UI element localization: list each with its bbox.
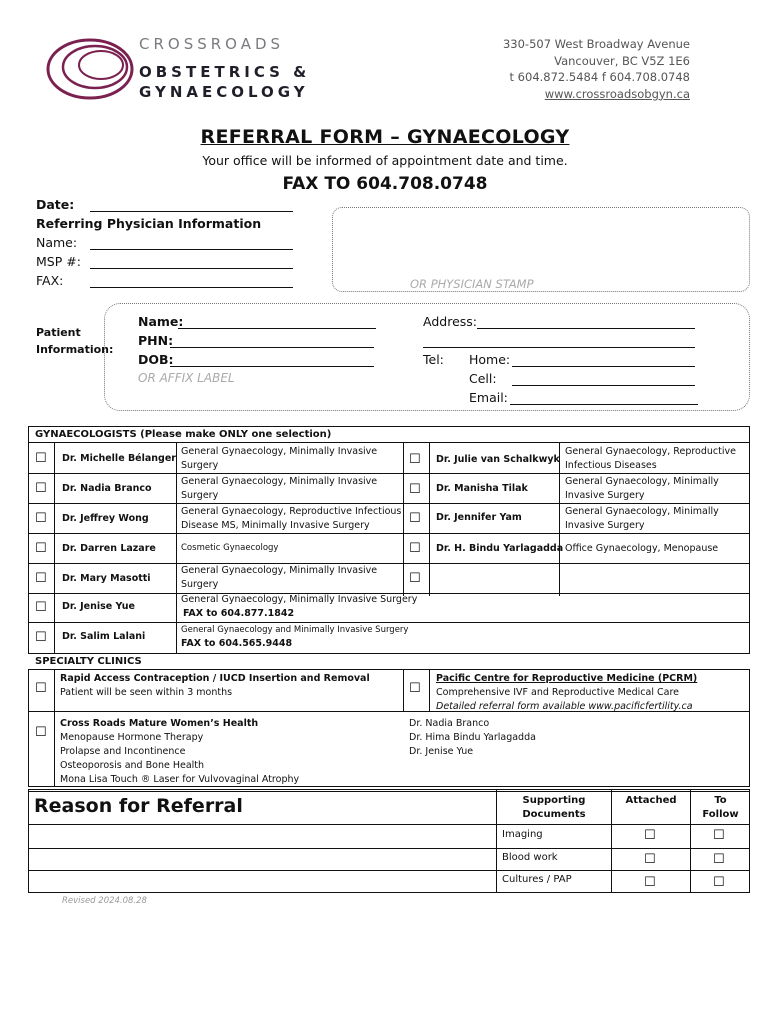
patient-name-field[interactable] xyxy=(178,328,376,329)
doctor-name: Dr. Michelle Bélanger xyxy=(62,453,176,464)
checkbox-belanger[interactable]: ☐ xyxy=(35,451,47,466)
dob-label: DOB: xyxy=(138,352,174,367)
doctor-name: Dr. Jenise Yue xyxy=(62,601,135,612)
address-phones: t 604.872.5484 f 604.708.0748 xyxy=(509,70,690,84)
grid-line xyxy=(28,533,750,534)
checkbox-yue[interactable]: ☐ xyxy=(35,600,47,615)
patient-name-label: Name: xyxy=(138,314,184,329)
doctor-name: Dr. Salim Lalani xyxy=(62,631,146,642)
rac-title: Rapid Access Contraception / IUCD Insertion and Removal xyxy=(60,673,370,684)
doctor-name: Dr. Darren Lazare xyxy=(62,543,156,554)
tel-label: Tel: xyxy=(423,352,444,367)
form-subtitle: Your office will be informed of appointment date and time. xyxy=(202,153,568,168)
physician-fax-label: FAX: xyxy=(36,273,64,288)
checkbox-bindu-yarlagadda[interactable]: ☐ xyxy=(409,541,421,556)
checkbox-wong[interactable]: ☐ xyxy=(35,511,47,526)
gyn-header-divider xyxy=(28,442,750,443)
mature-service-item: Prolapse and Incontinence xyxy=(60,746,186,757)
mature-service-item: Osteoporosis and Bone Health xyxy=(60,760,205,771)
doctor-specialty: General Gynaecology, Minimally Invasive Surgery xyxy=(181,446,378,471)
grid-line xyxy=(28,791,750,792)
doc-blood-work: Blood work xyxy=(502,852,558,863)
reason-title: Reason for Referral xyxy=(34,795,243,817)
doctor-specialty: General Gynaecology, Reproductive Infectious Disease MS, Minimally Invasive Surgery xyxy=(181,506,402,531)
doctor-name: Dr. Manisha Tilak xyxy=(436,483,528,494)
gynaecologists-header: GYNAECOLOGISTS (Please make ONLY one selection) xyxy=(35,429,332,440)
attached-header: Attached xyxy=(625,795,677,806)
physician-stamp-box[interactable] xyxy=(332,207,750,292)
pcrm-title: Pacific Centre for Reproductive Medicine (PCRM) xyxy=(436,673,698,684)
mature-service-item: Menopause Hormone Therapy xyxy=(60,732,204,743)
email-label: Email: xyxy=(469,390,508,405)
logo-rings-icon xyxy=(45,34,135,104)
mature-doctor: Dr. Hima Bindu Yarlagadda xyxy=(409,732,536,743)
phn-label: PHN: xyxy=(138,333,174,348)
checkbox-imaging-follow[interactable]: ☐ xyxy=(713,828,725,843)
grid-line xyxy=(429,669,430,711)
checkbox-imaging-attached[interactable]: ☐ xyxy=(644,828,656,843)
specialty-header: SPECIALTY CLINICS xyxy=(35,656,142,667)
fax-number: FAX TO 604.708.0748 xyxy=(282,174,488,194)
physician-name-label: Name: xyxy=(36,235,78,250)
mature-doctors xyxy=(409,717,536,759)
physician-section-label: Referring Physician Information xyxy=(36,216,262,231)
checkbox-pcrm[interactable]: ☐ xyxy=(409,681,421,696)
cell-phone-field[interactable] xyxy=(512,385,695,386)
doctor-specialty: General Gynaecology, Minimally Invasive Surgery xyxy=(181,565,378,590)
cell-label: Cell: xyxy=(469,371,497,386)
checkbox-tilak[interactable]: ☐ xyxy=(409,482,421,497)
doctor-name: Dr. Nadia Branco xyxy=(62,483,152,494)
affix-label-hint: OR AFFIX LABEL xyxy=(138,371,235,385)
phn-field[interactable] xyxy=(170,347,374,348)
revised-date: Revised 2024.08.28 xyxy=(62,896,147,906)
physician-fax-field[interactable] xyxy=(90,287,293,288)
doctor-specialty: General Gynaecology, Minimally Invasive Surgery xyxy=(565,476,719,501)
checkbox-lalani[interactable]: ☐ xyxy=(35,630,47,645)
checkbox-rapid-access[interactable]: ☐ xyxy=(35,681,47,696)
address-city: Vancouver, BC V5Z 1E6 xyxy=(554,53,690,68)
grid-line xyxy=(403,669,404,711)
logo-line-2: OBSTETRICS & xyxy=(139,63,311,81)
checkbox-empty[interactable]: ☐ xyxy=(409,571,421,586)
doctor-specialty: General Gynaecology, Minimally Invasive Surgery xyxy=(565,506,719,531)
rac-note: Patient will be seen within 3 months xyxy=(60,687,233,698)
website-link[interactable]: www.crossroadsobgyn.ca xyxy=(544,86,690,101)
logo-line-1: CROSSROADS xyxy=(139,35,285,53)
home-label: Home: xyxy=(469,352,511,367)
checkbox-masotti[interactable]: ☐ xyxy=(35,571,47,586)
doc-cultures: Cultures / PAP xyxy=(502,874,572,885)
doctor-name: Dr. Julie van Schalkwyk xyxy=(436,454,560,465)
address-street: 330-507 West Broadway Avenue xyxy=(502,37,690,51)
address-label: Address: xyxy=(423,314,477,329)
checkbox-bloodwork-attached[interactable]: ☐ xyxy=(644,852,656,867)
mature-doctor: Dr. Jenise Yue xyxy=(409,746,474,757)
checkbox-branco[interactable]: ☐ xyxy=(35,481,47,496)
checkbox-cultures-follow[interactable]: ☐ xyxy=(713,875,725,890)
doc-imaging: Imaging xyxy=(502,829,543,840)
grid-line xyxy=(403,442,404,596)
date-field[interactable] xyxy=(90,211,293,212)
checkbox-yam[interactable]: ☐ xyxy=(409,511,421,526)
home-phone-field[interactable] xyxy=(512,366,695,367)
checkbox-bloodwork-follow[interactable]: ☐ xyxy=(713,852,725,867)
physician-name-field[interactable] xyxy=(90,249,293,250)
email-field[interactable] xyxy=(510,404,698,405)
checkbox-cultures-attached[interactable]: ☐ xyxy=(644,875,656,890)
msp-field[interactable] xyxy=(90,268,293,269)
doctor-specialty: General Gynaecology and Minimally Invasive Surgery FAX to 604.565.9448 xyxy=(181,625,409,649)
doctor-specialty: Cosmetic Gynaecology xyxy=(181,543,279,553)
grid-line xyxy=(28,473,750,474)
doctor-name: Dr. H. Bindu Yarlagadda xyxy=(436,543,564,554)
doctor-specialty: General Gynaecology, Reproductive Infectious Diseases xyxy=(565,446,736,471)
grid-line xyxy=(54,669,55,787)
doctor-specialty: General Gynaecology, Minimally Invasive Surgery xyxy=(181,476,378,501)
msp-label: MSP #: xyxy=(36,254,81,269)
clinic-address xyxy=(430,36,690,102)
mature-title: Cross Roads Mature Women’s Health xyxy=(60,718,259,729)
mature-service-item: Mona Lisa Touch ® Laser for Vulvovaginal Atrophy xyxy=(60,774,300,785)
stamp-hint: OR PHYSICIAN STAMP xyxy=(410,277,534,291)
grid-line xyxy=(429,442,430,596)
doctor-specialty: Office Gynaecology, Menopause xyxy=(565,543,719,554)
logo xyxy=(45,34,315,104)
dob-field[interactable] xyxy=(170,366,374,367)
pcrm-line-2: Detailed referral form available www.pacificfertility.ca xyxy=(436,701,693,712)
grid-line xyxy=(28,503,750,504)
supporting-documents-header: Supporting Documents xyxy=(522,795,586,820)
grid-line xyxy=(28,563,750,564)
reason-text-area[interactable] xyxy=(29,825,495,892)
doctor-name: Dr. Mary Masotti xyxy=(62,573,151,584)
patient-address-field-2[interactable] xyxy=(423,347,695,348)
checkbox-mature-womens-health[interactable]: ☐ xyxy=(35,725,47,740)
doctor-name: Dr. Jeffrey Wong xyxy=(62,513,149,524)
mature-doctor: Dr. Nadia Branco xyxy=(409,718,490,729)
checkbox-van-schalkwyk[interactable]: ☐ xyxy=(409,452,421,467)
mature-services xyxy=(60,731,299,787)
date-label: Date: xyxy=(36,197,75,212)
form-title: REFERRAL FORM – GYNAECOLOGY xyxy=(200,126,570,148)
to-follow-header: To Follow xyxy=(702,795,739,820)
checkbox-lazare[interactable]: ☐ xyxy=(35,541,47,556)
patient-address-field-1[interactable] xyxy=(477,328,695,329)
doctor-name: Dr. Jennifer Yam xyxy=(436,512,522,523)
patient-section-label: Patient Information: xyxy=(36,326,114,356)
pcrm-line-1: Comprehensive IVF and Reproductive Medical Care xyxy=(436,687,680,698)
logo-line-3: GYNAECOLOGY xyxy=(139,83,309,101)
doctor-specialty: General Gynaecology, Minimally Invasive Surgery FAX to 604.877.1842 xyxy=(181,594,418,619)
